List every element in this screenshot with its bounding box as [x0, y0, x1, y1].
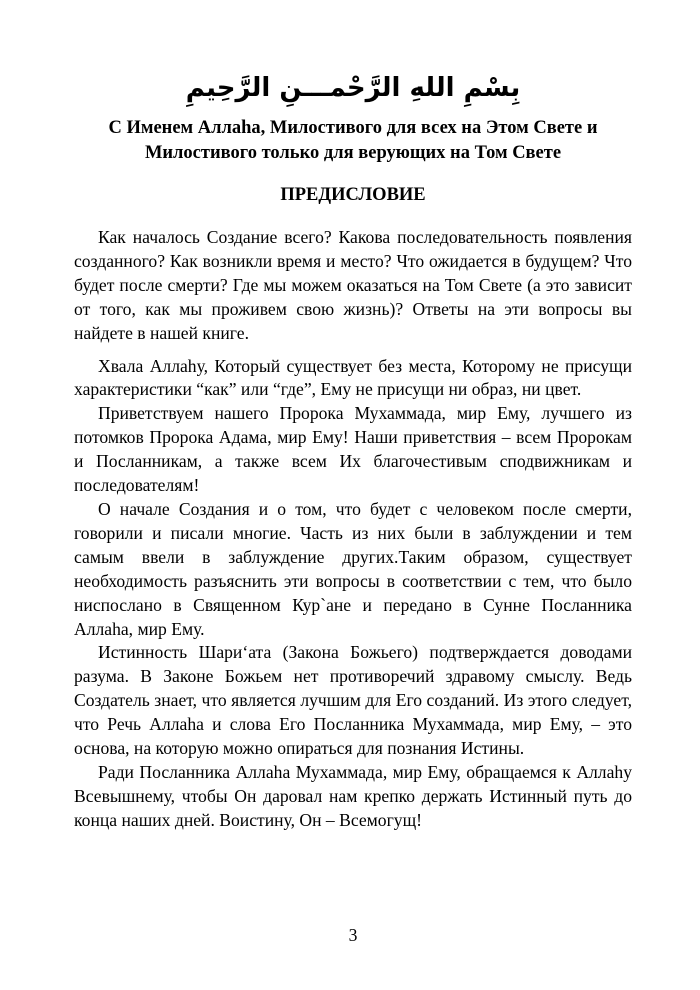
paragraph: Как началось Создание всего? Какова последовательность появления созданного? Как возникли время и место? Что ожидается в будущем? Что будет после смерти? Где мы можем оказаться на Том Свете (а это зависит от того, как мы проживем свою жизнь)? Ответы на эти вопросы вы найдете в нашей книге. — [74, 227, 632, 343]
page-title: ПРЕДИСЛОВИЕ — [280, 185, 426, 205]
paragraph: Хвала Аллаhу, Который существует без места, Которому не присущи характеристики “как” или “где”, Ему не присущи ни образ, ни цвет. — [74, 355, 632, 400]
paragraph: Ради Посланника Аллаhа Мухаммада, мир Ему, обращаемся к Аллаhу Всевышнему, чтобы Он даровал нам крепко держать Истинный путь до конца наших дней. Воистину, Он – Всемогущ! — [74, 761, 632, 830]
paragraph: Истинность Шари‘ата (Закона Божьего) подтверждается доводами разума. В Законе Божьем нет противоречий здравому смыслу. Ведь Создатель знает, что является лучшим для Его созданий. Из этого следует, что Речь Аллаhа и слова Его Посланника Мухаммада, мир Ему, – это основа, на которую можно опираться для познания Истины. — [74, 642, 632, 759]
subtitle-line-1: С Именем Аллаhа, Милостивого для всех на Этом Свете и — [108, 118, 598, 138]
page-number: 3 — [348, 925, 358, 945]
basmala: بِسْمِ اللهِ الرَّحْمـــنِ الرَّحِيمِ — [185, 73, 521, 103]
book-page — [74, 0, 632, 990]
subtitle-line-2: Милостивого только для верующих на Том Свете — [144, 143, 562, 163]
body-text — [74, 226, 632, 833]
paragraph: Приветствуем нашего Пророка Мухаммада, мир Ему, лучшего из потомков Пророка Адама, мир Ему! Наши приветствия – всем Пророкам и Посланникам, а также всем Их благочестивым сподвижникам и последователям! — [74, 403, 632, 496]
paragraph: О начале Создания и о том, что будет с человеком после смерти, говорили и писали многие. Часть из них были в заблуждении и тем самым ввели в заблуждение других.Таким образом, существует необходимость разъяснить эти вопросы в соответствии с тем, что было ниспослано в Священном Кур`ане и передано в Сунне Посланника Аллаhа, мир Ему. — [74, 498, 632, 639]
page-subtitle — [74, 116, 632, 166]
